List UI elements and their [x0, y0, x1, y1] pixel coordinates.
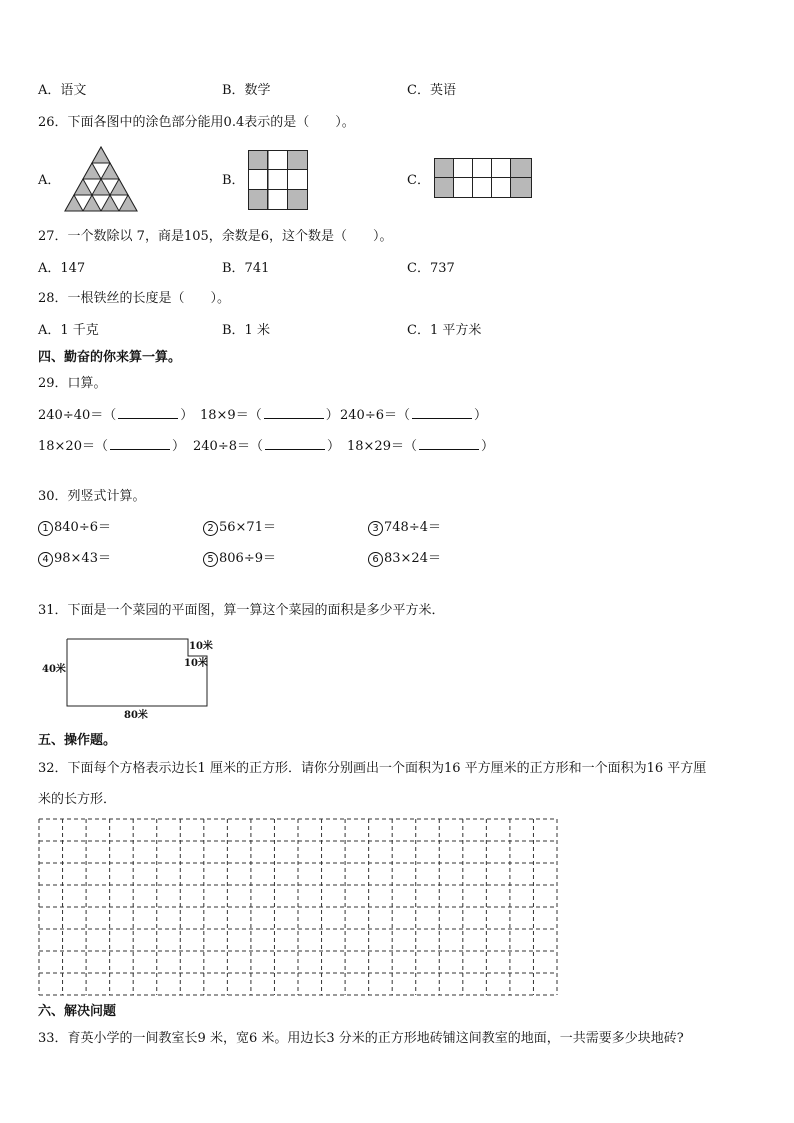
q29-item — [200, 406, 339, 424]
q30-expr: 98×43＝ — [54, 551, 111, 566]
q29-close: ） — [473, 408, 487, 423]
q30-expr: 83×24＝ — [384, 551, 441, 566]
q29-close: ） — [180, 408, 194, 423]
q31-label-left: 40米 — [42, 664, 66, 675]
q30-expr: 748÷4＝ — [384, 520, 441, 535]
circled-number: 1 — [38, 521, 53, 536]
section-6-heading: 六、解决问题 — [38, 1004, 117, 1019]
q27-option-b: B．741 — [222, 261, 270, 276]
q25-option-b: B．数学 — [222, 83, 271, 98]
circled-number: 6 — [368, 552, 383, 567]
q29-close: ） — [480, 439, 494, 454]
q29-expr: 18×20＝（ — [38, 439, 108, 454]
q30-expr: 56×71＝ — [219, 520, 276, 535]
q26-grid-3x3-figure — [248, 150, 308, 210]
q30-item — [38, 551, 111, 567]
q28-option-a: A．1 千克 — [38, 323, 99, 338]
q30-expr: 840÷6＝ — [54, 520, 111, 535]
answer-blank[interactable] — [118, 406, 178, 419]
circled-number: 3 — [368, 521, 383, 536]
q30-item — [368, 551, 441, 567]
q25-option-a: A．语文 — [38, 83, 87, 98]
q31-label-top: 10米 — [189, 641, 213, 652]
q31-label-inner: 10米 — [184, 658, 208, 669]
q33-question: 33．育英小学的一间教室长9 米，宽6 米。用边长3 分米的正方形地砖铺这间教室的地面，一共需要多少块地砖? — [38, 1031, 684, 1046]
q26-triangle-figure — [64, 146, 138, 212]
circled-number: 5 — [203, 552, 218, 567]
q28-option-c: C．1 平方米 — [407, 323, 482, 338]
q29-expr: 18×9＝（ — [200, 408, 262, 423]
answer-blank[interactable] — [419, 437, 479, 450]
shaded-triangle — [92, 147, 110, 163]
q29-title: 29．口算。 — [38, 376, 107, 391]
q26-question: 26．下面各图中的涂色部分能用0.4表示的是（ ）。 — [38, 115, 355, 130]
q29-expr: 240÷8＝（ — [193, 439, 263, 454]
q26-option-b-label: B． — [222, 173, 245, 188]
q29-close: ） — [325, 408, 339, 423]
q28-option-b: B．1 米 — [222, 323, 270, 338]
circled-number: 4 — [38, 552, 53, 567]
section-5-heading: 五、操作题。 — [38, 733, 117, 748]
q29-close: ） — [171, 439, 185, 454]
q32-dashed-grid[interactable] — [38, 818, 558, 996]
q29-item — [347, 437, 494, 455]
q29-item — [340, 406, 487, 424]
q29-item — [38, 437, 185, 455]
q30-item — [203, 551, 276, 567]
circled-number: 2 — [203, 521, 218, 536]
q29-item — [38, 406, 193, 424]
q29-expr: 240÷40＝（ — [38, 408, 117, 423]
q30-expr: 806÷9＝ — [219, 551, 276, 566]
q29-item — [193, 437, 340, 455]
q27-option-a: A．147 — [38, 261, 86, 276]
q26-option-a-label: A． — [38, 173, 61, 188]
answer-blank[interactable] — [412, 406, 472, 419]
q32-question-line2: 米的长方形． — [38, 792, 117, 807]
q30-item — [203, 520, 276, 536]
q30-title: 30．列竖式计算。 — [38, 489, 146, 504]
q30-item — [368, 520, 441, 536]
q26-option-c-label: C． — [407, 173, 430, 188]
q29-close: ） — [326, 439, 340, 454]
q27-question: 27．一个数除以 7，商是105，余数是6，这个数是（ ）。 — [38, 229, 393, 244]
section-4-heading: 四、勤奋的你来算一算。 — [38, 350, 182, 365]
q29-expr: 240÷6＝（ — [340, 408, 410, 423]
q32-question-line1: 32．下面每个方格表示边长1 厘米的正方形．请你分别画出一个面积为16 平方厘米的正方形和一个面积为16 平方厘 — [38, 761, 707, 776]
q28-question: 28．一根铁丝的长度是（ ）。 — [38, 291, 231, 306]
q30-item — [38, 520, 111, 536]
q25-option-c: C．英语 — [407, 83, 456, 98]
q26-grid-5x2-figure — [434, 158, 532, 198]
q27-option-c: C．737 — [407, 261, 455, 276]
q31-label-bottom: 80米 — [124, 710, 148, 721]
answer-blank[interactable] — [264, 406, 324, 419]
answer-blank[interactable] — [265, 437, 325, 450]
answer-blank[interactable] — [110, 437, 170, 450]
q29-expr: 18×29＝（ — [347, 439, 417, 454]
q31-question: 31．下面是一个菜园的平面图，算一算这个菜园的面积是多少平方米． — [38, 603, 445, 618]
